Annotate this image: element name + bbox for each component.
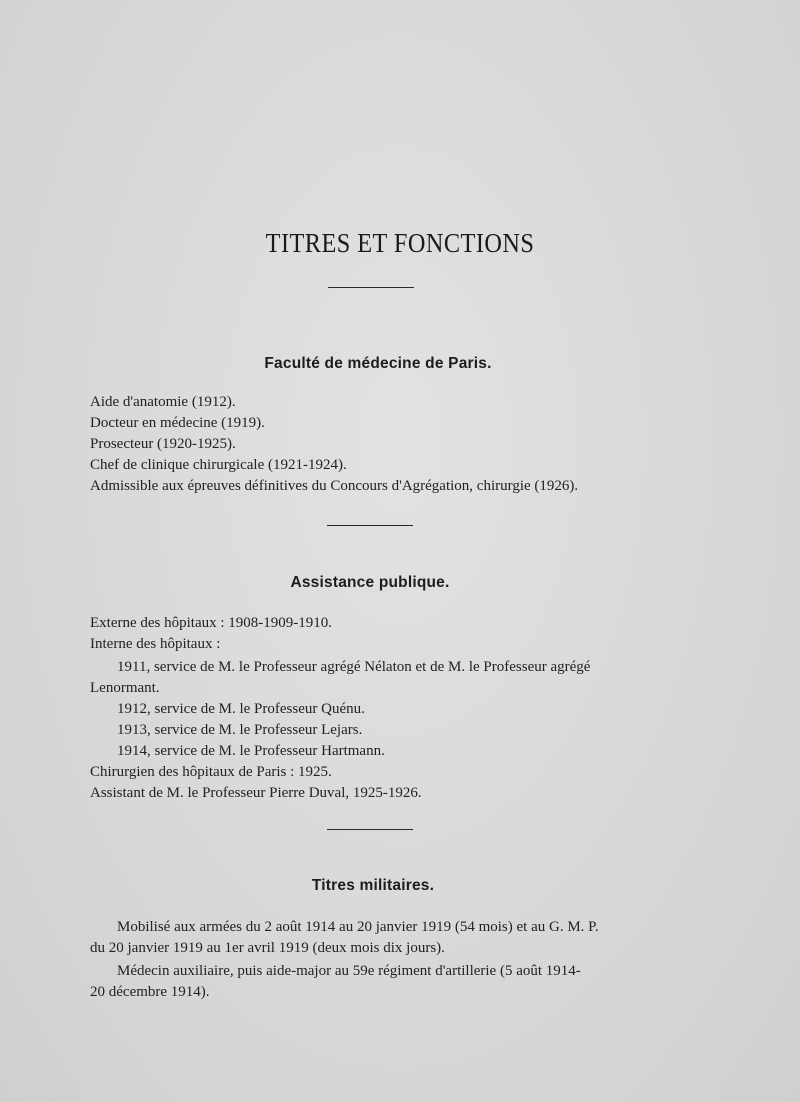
text-line: Assistant de M. le Professeur Pierre Duval, 1925-1926.: [90, 785, 422, 801]
text-line: 1911, service de M. le Professeur agrégé Nélaton et de M. le Professeur agrégé: [117, 659, 591, 675]
text-line: 1913, service de M. le Professeur Lejars.: [117, 722, 363, 738]
text-line: Chef de clinique chirurgicale (1921-1924).: [90, 457, 347, 473]
section-heading-faculte: Faculté de médecine de Paris.: [264, 355, 492, 372]
divider-rule: [328, 287, 414, 288]
text-line: Interne des hôpitaux :: [90, 636, 221, 652]
text-line: Mobilisé aux armées du 2 août 1914 au 20 janvier 1919 (54 mois) et au G. M. P.: [117, 919, 599, 935]
page-title: TITRES ET FONCTIONS: [265, 228, 535, 258]
text-line: Admissible aux épreuves définitives du Concours d'Agrégation, chirurgie (1926).: [90, 478, 579, 494]
text-line: Prosecteur (1920-1925).: [90, 436, 236, 452]
text-line: 1914, service de M. le Professeur Hartmann.: [117, 743, 385, 759]
text-line: 20 décembre 1914).: [90, 984, 210, 1000]
divider-rule: [327, 525, 413, 526]
text-line: 1912, service de M. le Professeur Quénu.: [117, 701, 365, 717]
text-line: du 20 janvier 1919 au 1er avril 1919 (deux mois dix jours).: [90, 940, 445, 956]
text-line: Docteur en médecine (1919).: [90, 415, 265, 431]
text-line: Aide d'anatomie (1912).: [90, 394, 236, 410]
section-heading-assistance: Assistance publique.: [290, 574, 450, 591]
divider-rule: [327, 829, 413, 830]
section-heading-titres-militaires: Titres militaires.: [311, 877, 435, 894]
text-line: Chirurgien des hôpitaux de Paris : 1925.: [90, 764, 332, 780]
text-line: Médecin auxiliaire, puis aide-major au 59e régiment d'artillerie (5 août 1914-: [117, 963, 581, 979]
text-line: Externe des hôpitaux : 1908-1909-1910.: [90, 615, 333, 631]
text-line: Lenormant.: [90, 680, 160, 696]
